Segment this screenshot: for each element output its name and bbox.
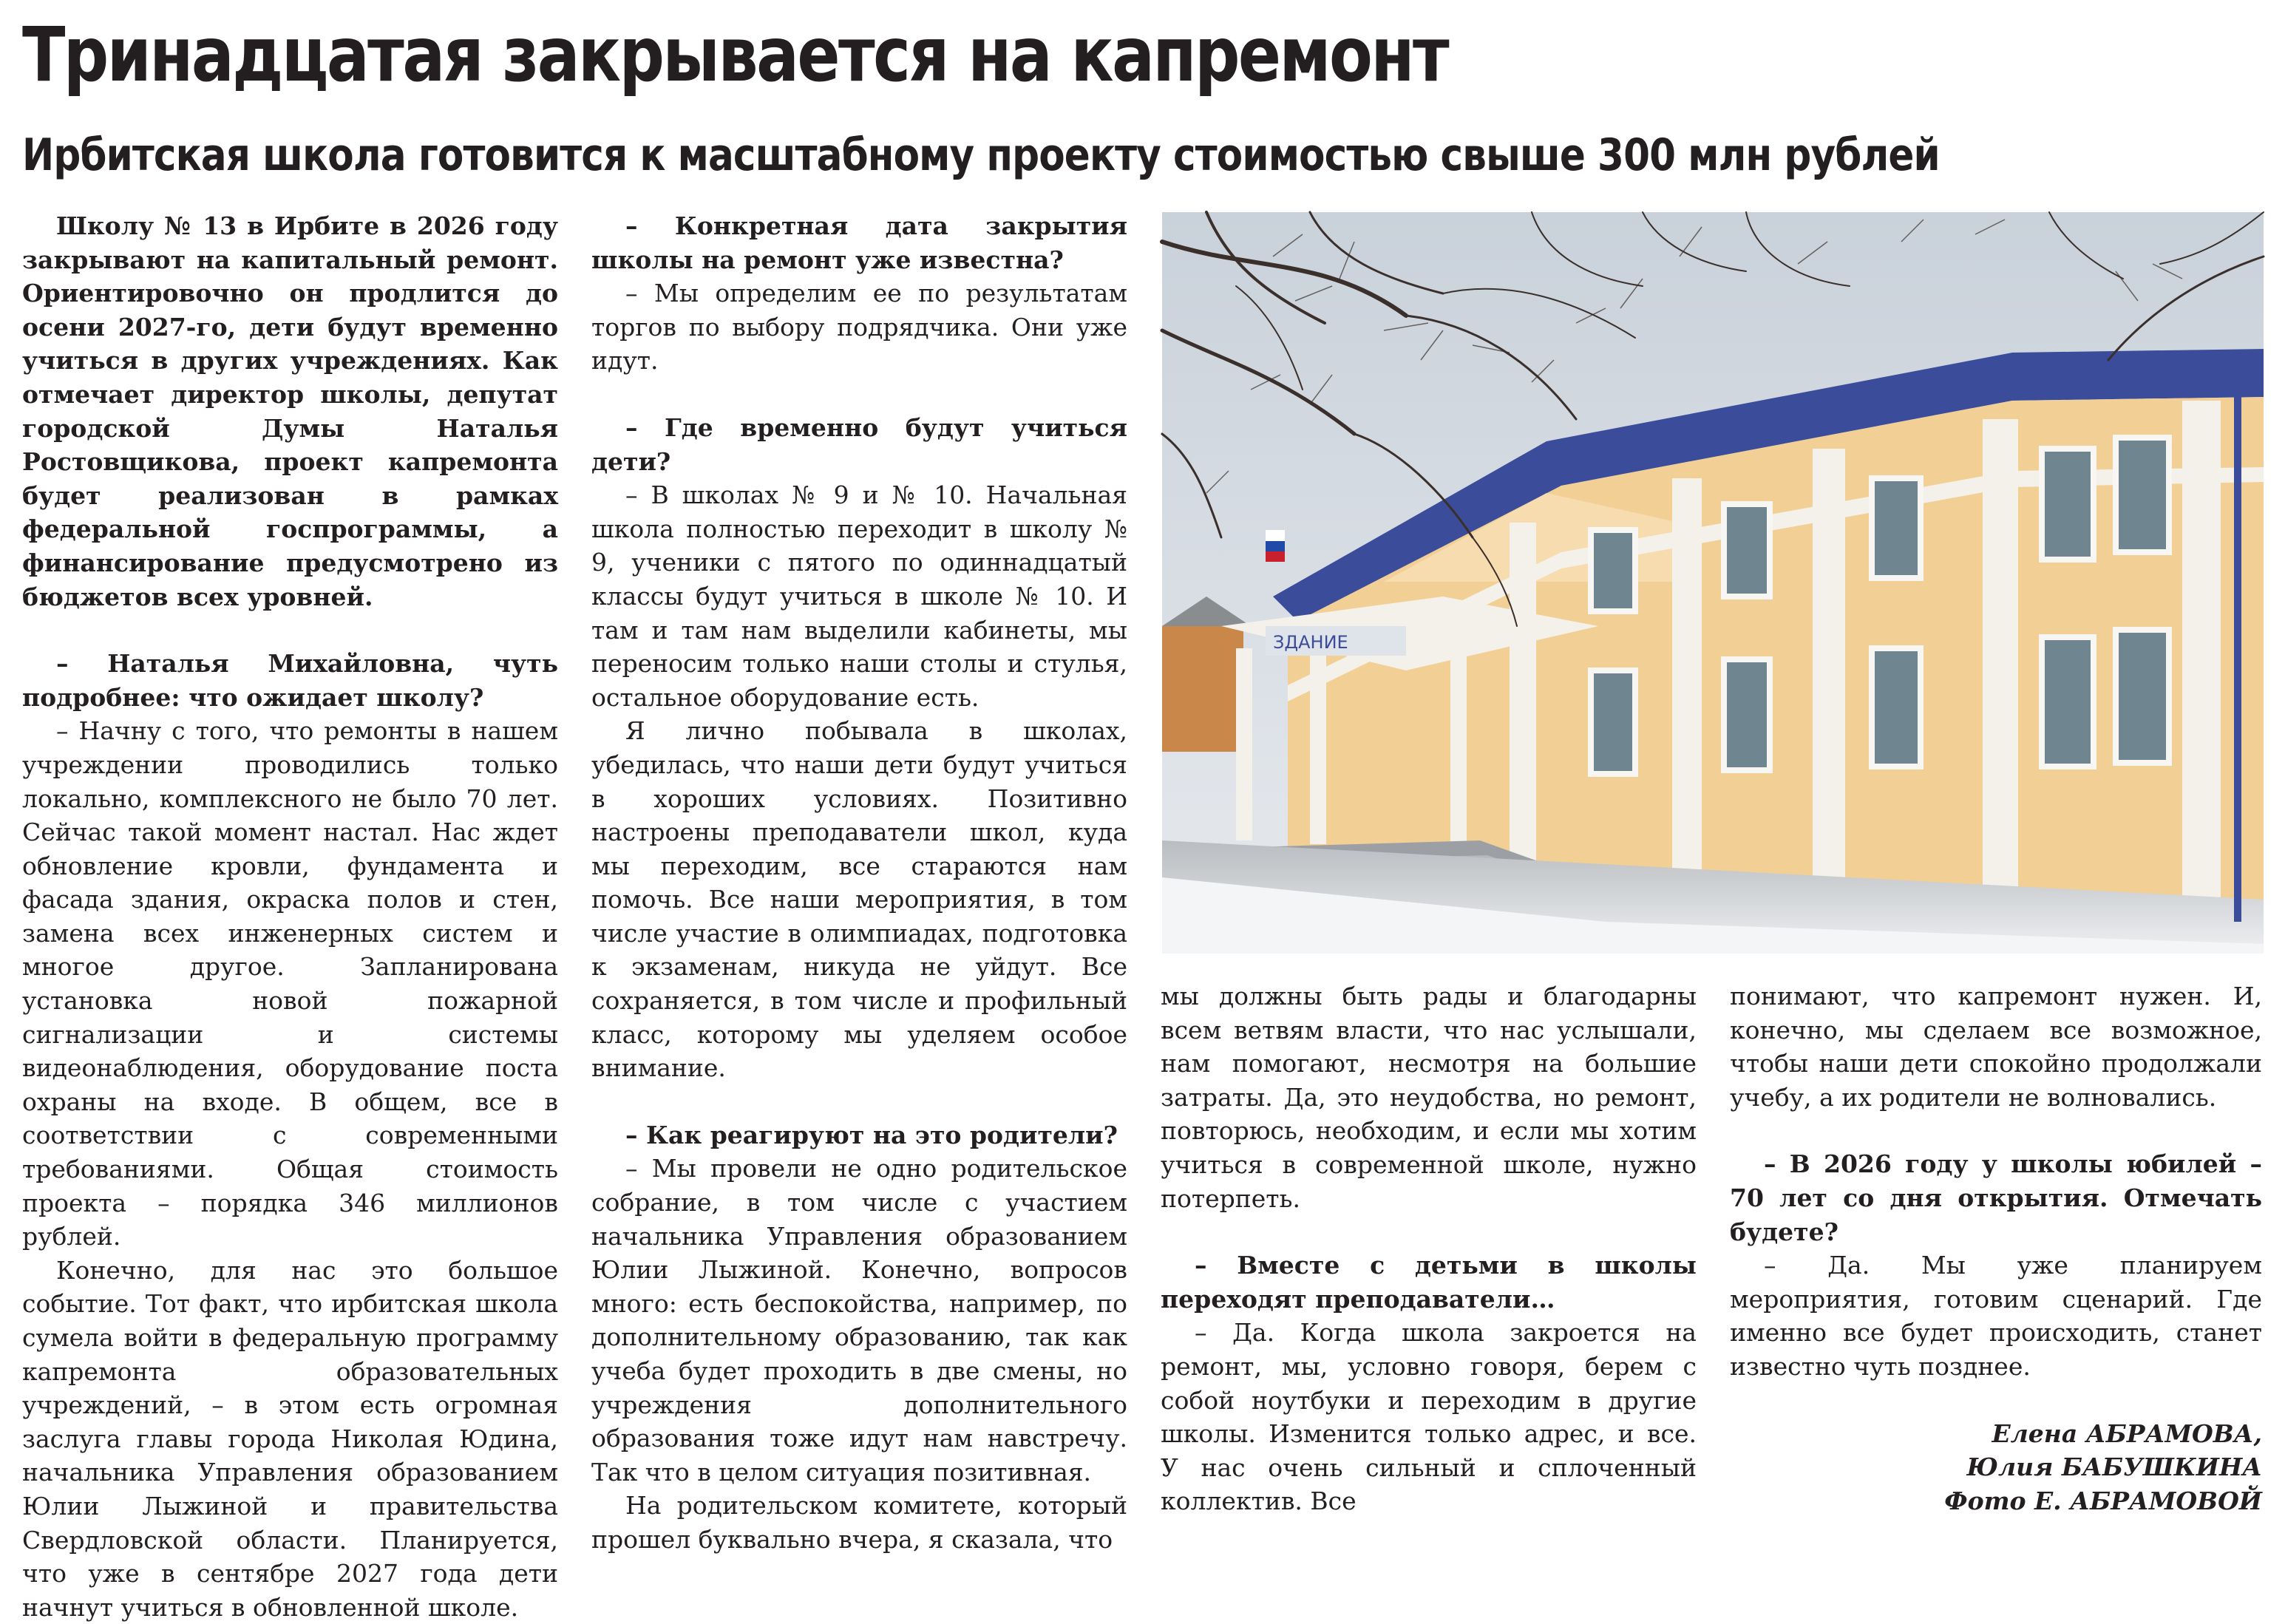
question: – Как реагируют на это родители? (625, 1120, 1118, 1149)
question: – Конкретная дата закрытия школы на ремонт уже известна? (591, 211, 1127, 274)
answer-paragraph: – В школах № 9 и № 10. Начальная школа полностью переходит в школу № 9, ученики с пятого по одиннадцатый классы будут учиться в школе № 10. И там и там нам выделили кабинеты, мы переносим только наши столы и стулья, остальное оборудование есть. (591, 480, 1127, 712)
school-building-photo (1162, 212, 2264, 954)
question: – Вместе с детьми в школы переходят преподаватели… (1161, 1251, 1697, 1314)
answer-paragraph: понимают, что капремонт нужен. И, конечно, мы сделаем все возможное, чтобы наши дети спокойно продолжали учебу, а их родители не волновались. (1730, 982, 2262, 1112)
answer-paragraph: На родительском комитете, который прошел буквально вчера, я сказала, что (591, 1491, 1127, 1554)
byline-author-2: Юлия БАБУШКИНА (1966, 1453, 2262, 1482)
headline: Тринадцатая закрывается на капремонт (22, 11, 1448, 99)
answer-paragraph: – Мы определим ее по результатам торгов по выбору подрядчика. Они уже идут. (591, 279, 1127, 376)
answer-paragraph: мы должны быть рады и благодарны всем ветвям власти, что нас услышали, нам помогают, несмотря на большие затраты. Да, это неудобства, но ремонт, повторюсь, необходим, и если мы хотим учиться в современной школе, нужно потерпеть. (1161, 982, 1697, 1213)
question: – Наталья Михайловна, чуть подробнее: что ожидает школу? (22, 649, 558, 712)
subheadline: Ирбитская школа готовится к масштабному проекту стоимостью свыше 300 млн рублей (22, 129, 1940, 181)
lead-paragraph: Школу № 13 в Ирбите в 2026 году закрывают на капитальный ремонт. Ориентировочно он продлится до осени 2027-го, дети будут временно учиться в других учреждениях. Как отмечает директор школы, депутат городской Думы Наталья Ростовщикова, проект капремонта будет реализован в рамках федеральной госпрограммы, а финансирование предусмотрено из бюджетов всех уровней. (22, 211, 558, 611)
photo-credit: Фото Е. АБРАМОВОЙ (1944, 1486, 2262, 1515)
question: – В 2026 году у школы юбилей – 70 лет со дня открытия. Отмечать будете? (1730, 1149, 2262, 1246)
answer-paragraph: – Да. Когда школа закроется на ремонт, мы, условно говоря, берем с собой ноутбуки и переходим в другие школы. Изменится только адрес, и все. У нас очень сильный и сплоченный коллектив. Все (1161, 1318, 1697, 1516)
byline-author-1: Елена АБРАМОВА, (1992, 1419, 2262, 1448)
column-1 (22, 209, 558, 1622)
column-4 (1730, 979, 2262, 1515)
answer-paragraph: – Да. Мы уже планируем мероприятия, готовим сценарий. Где именно все будет происходить, станет известно чуть позднее. (1730, 1251, 2262, 1381)
question: – Где временно будут учиться дети? (591, 412, 1127, 476)
column-3 (1161, 979, 1697, 1516)
answer-paragraph: – Начну с того, что ремонты в нашем учреждении проводились только локально, комплексного не было 70 лет. Сейчас такой момент настал. Нас ждет обновление кровли, фундамента и фасада здания, окраска полов и стен, замена всех инженерных систем и многое другое. Запланирована установка новой пожарной сигнализации и системы видеонаблюдения, оборудование поста охраны на входе. В общем, все в соответствии с современными требованиями. Общая стоимость проекта – порядка 346 миллионов рублей. (22, 716, 558, 1251)
answer-paragraph: – Мы провели не одно родительское собрание, в том числе с участием начальника Управления образованием Юлии Лыжиной. Конечно, вопросов много: есть беспокойства, например, по дополнительному образованию, так как учеба будет проходить в две смены, но учреждения дополнительного образования тоже идут нам навстречу. Так что в целом ситуация позитивная. (591, 1154, 1127, 1487)
answer-paragraph: Я лично побывала в школах, убедилась, что наши дети будут учиться в хороших условиях. Позитивно настроены преподаватели школ, куда мы переходим, все стараются нам помочь. Все наши мероприятия, в том числе участие в олимпиадах, подготовка к экзаменам, никуда не уйдут. Все сохраняется, в том числе и профильный класс, которому мы уделяем особое внимание. (591, 716, 1127, 1083)
entrance-sign: ЗДАНИЕ (1273, 632, 1348, 653)
column-2 (591, 209, 1127, 1554)
answer-paragraph: Конечно, для нас это большое событие. Тот факт, что ирбитская школа сумела войти в федеральную программу капремонта образовательных учреждений, – в этом есть огромная заслуга главы города Николая Юдина, начальника Управления образованием Юлии Лыжиной и правительства Свердловской области. Планируется, что уже в сентябре 2027 года дети начнут учиться в обновленной школе. (22, 1255, 558, 1622)
